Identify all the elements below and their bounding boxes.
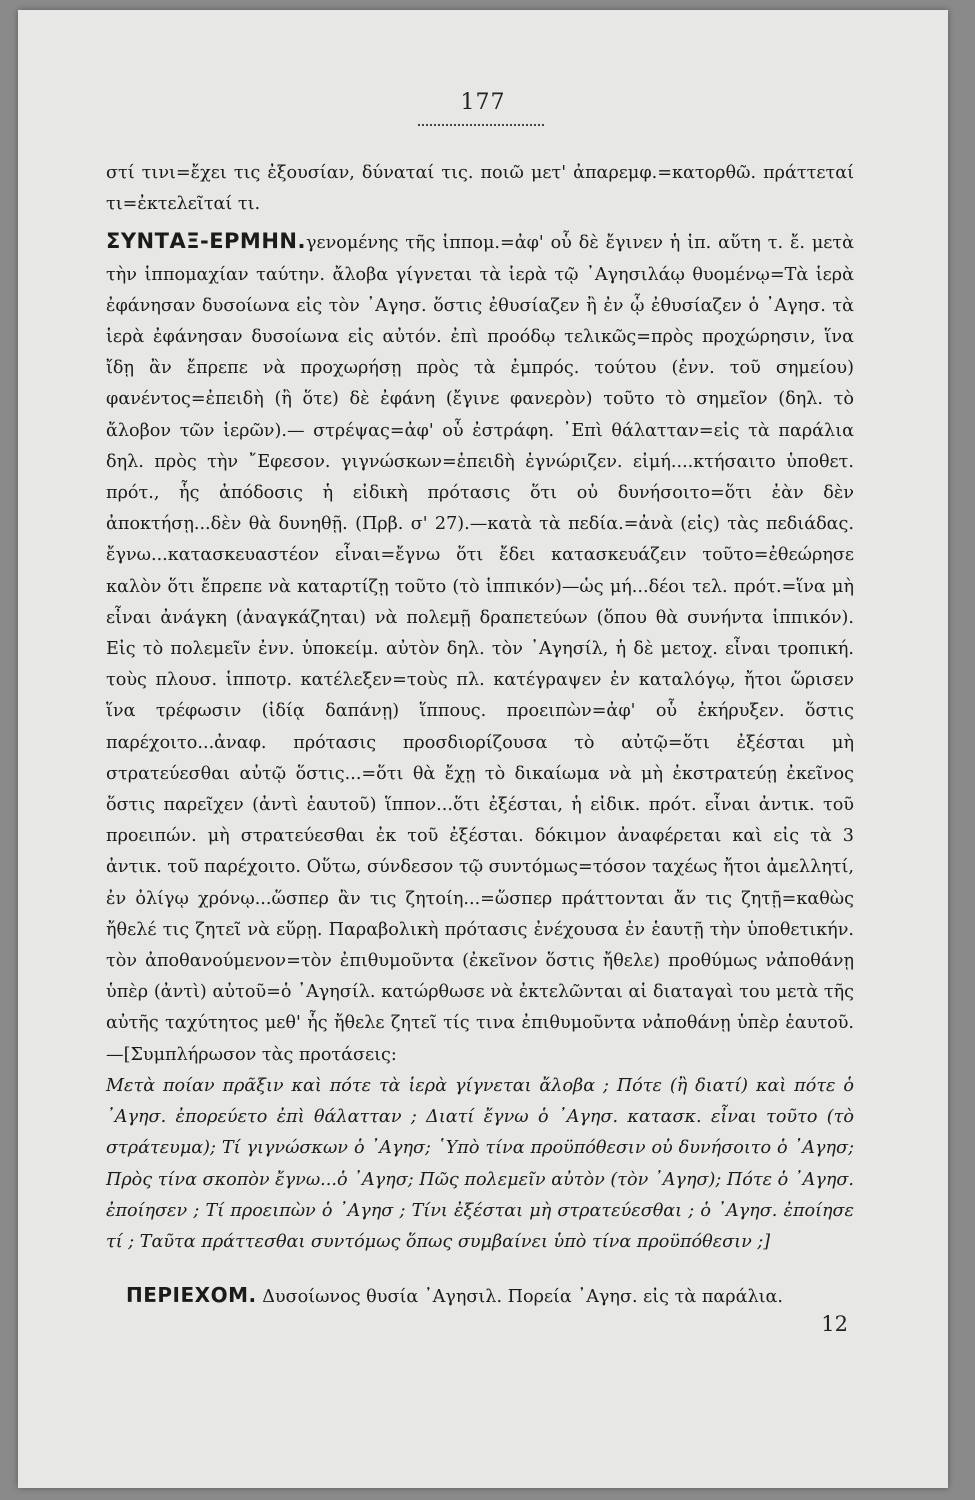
book-page <box>18 10 948 1488</box>
contents-summary <box>126 1280 856 1312</box>
paragraph-vocabulary: στί τινι=ἔχει τις ἐξουσίαν, δύναταί τις. ποιῶ μετ' ἀπαρεμφ.=κατορθῶ. πράττεταί τι=ἐκτελεῖταί τι. <box>106 163 854 215</box>
commentary-body <box>106 158 854 1258</box>
syntax-heading: ΣΥΝΤΑΞ-ΕΡΜΗΝ. <box>106 229 306 254</box>
syntax-text: γενομένης τῆς ἱππομ.=ἀφ' οὗ δὲ ἔγινεν ἡ ἱπ. αὕτη τ. ἔ. μετὰ τὴν ἱππομαχίαν ταύτην. ἄλοβα γίγνεται τὰ ἱερὰ τῷ ᾽Αγησιλάῳ θυομένῳ=Τὰ ἱερὰ ἐφάνησαν δυσοίωνα εἰς τὸν ᾽Αγησ. ὅστις ἐθυσίαζεν ἢ ἐν ᾧ ἐθυσίαζεν ὁ ᾽Αγησ. τὰ ἱερὰ ἐφάνησαν δυσοίωνα εἰς αὐτόν. ἐπὶ προόδῳ τελικῶς=πρὸς προχώρησιν, ἵνα ἴδῃ ἂν ἔπρεπε νὰ προχωρήσῃ πρὸς τὰ ἐμπρός. τούτου (ἐνν. τοῦ σημείου) φανέντος=ἐπειδὴ (ἢ ὅτε) δὲ ἐφάνη (ἔγινε φανερὸν) τοῦτο τὸ σημεῖον (δηλ. τὸ ἄλοβον τῶν ἱερῶν).— στρέψας=ἀφ' οὗ ἐστράφη. ᾽Επὶ θάλατταν=εἰς τὰ παράλια δηλ. πρὸς τὴν ῎Εφεσον. γιγνώσκων=ἐπειδὴ ἐγνώριζεν. εἰμή....κτήσαιτο ὑποθετ. πρότ., ἧς ἀπόδοσις ἡ εἰδικὴ πρότασις ὅτι οὐ δυνήσοιτο=ὅτι ἐὰν δὲν ἀποκτήσῃ...δὲν θὰ δυνηθῇ. (Πρβ. σ' 27).—κατὰ τὰ πεδία.=ἀνὰ (εἰς) τὰς πεδιάδας. ἔγνω...κατασκευαστέον εἶναι=ἔγνω ὅτι ἔδει κατασκευάζειν τοῦτο=ἐθεώρησε καλὸν ὅτι ἔπρεπε νὰ καταρτίζῃ τοῦτο (τὸ ἱππικόν)—ὡς μή...δέοι τελ. πρότ.=ἵνα μὴ εἶναι ἀνάγκη (ἀναγκάζηται) νὰ πολεμῇ δραπετεύων (ὅπου θὰ συνήντα ἱππικόν). Εἰς τὸ πολεμεῖν ἐνν. ὑποκείμ. αὐτὸν δηλ. τὸν ᾽Αγησίλ, ἡ δὲ μετοχ. εἶναι τροπική. τοὺς πλουσ. ἱπποτρ. κατέλεξεν=τοὺς πλ. κατέγραψεν ἐν καταλόγῳ, ἤτοι ὥρισεν ἵνα τρέφωσιν (ἰδίᾳ δαπάνῃ) ἵππους. προειπὼν=ἀφ' οὗ ἐκήρυξεν. ὅστις παρέχοιτο...ἀναφ. πρότασις προσδιορίζουσα τὸ αὐτῷ=ὅτι ἐξέσται μὴ στρατεύεσθαι αὐτῷ ὅστις...=ὅτι θὰ ἔχῃ τὸ δικαίωμα νὰ μὴ ἐκστρατεύῃ ἐκεῖνος ὅστις παρεῖχεν (ἀντὶ ἑαυτοῦ) ἵππον...ὅτι ἐξέσται, ἡ εἰδικ. πρότ. εἶναι ἀντικ. τοῦ προειπών. μὴ στρατεύεσθαι ἐκ τοῦ ἐξέσται. δόκιμον ἀναφέρεται καὶ εἰς τὰ 3 ἀντικ. τοῦ παρέχοιτο. Οὕτω, σύνδεσον τῷ συντόμως=τόσον ταχέως ἤτοι ἀμελλητί, ἐν ὀλίγῳ χρόνῳ...ὥσπερ ἂν τις ζητοίη...=ὥσπερ πράττονται ἄν τις ζητῇ=καθὼς ἤθελέ τις ζητεῖ νὰ εὕρῃ. Παραβολικὴ πρότασις ἐνέχουσα ἐν ἑαυτῇ τὴν ὑποθετικήν. τὸν ἀποθανούμενον=τὸν ἐπιθυμοῦντα (ἐκεῖνον ὅστις ἤθελε) προθύμως νἀποθάνῃ ὑπὲρ (ἀντὶ) αὐτοῦ=ὁ ᾽Αγησίλ. κατώρθωσε νὰ ἐκτελῶνται αἱ διαταγαὶ του μετὰ τῆς αὐτῆς ταχύτητος μεθ' ἧς ἤθελε ζητεῖ τίς τινα ἐπιθυμοῦντα νἀποθάνῃ ὑπὲρ ἑαυτοῦ.—[Συμπλήρωσον τὰς προτάσεις: <box>106 233 854 1065</box>
page-number: 177 <box>460 90 506 115</box>
signature-number: 12 <box>821 1312 848 1336</box>
page-number-rule <box>418 124 544 126</box>
paragraph-syntax <box>106 226 854 1070</box>
contents-text: Δυσοίωνος θυσία ᾽Αγησιλ. Πορεία ᾽Αγησ. εἰς τὰ παράλια. <box>262 1287 784 1307</box>
contents-heading: ΠΕΡΙΕΧΟΜ. <box>126 1283 257 1307</box>
paragraph-questions: Μετὰ ποίαν πρᾶξιν καὶ πότε τὰ ἱερὰ γίγνεται ἄλοβα ; Πότε (ἢ διατί) καὶ πότε ὁ ᾽Αγησ. ἐπορεύετο ἐπὶ θάλατταν ; Διατί ἔγνω ὁ ᾽Αγησ. κατασκ. εἶναι τοῦτο (τὸ στράτευμα); Τί γιγνώσκων ὁ ᾽Αγησ; ῾Υπὸ τίνα προϋπόθεσιν οὐ δυνήσοιτο ὁ ᾽Αγησ; Πρὸς τίνα σκοπὸν ἔγνω...ὁ ᾽Αγησ; Πῶς πολεμεῖν αὐτὸν (τὸν ᾽Αγησ); Πότε ὁ ᾽Αγησ. ἐποίησεν ; Τί προειπὼν ὁ ᾽Αγησ ; Τίνι ἐξέσται μὴ στρατεύεσθαι ; ὁ ᾽Αγησ. ἐποίησε τί ; Ταῦτα πράττεσθαι συντόμως ὅπως συμβαίνει ὑπὸ τίνα προϋπόθεσιν ;] <box>106 1075 854 1252</box>
